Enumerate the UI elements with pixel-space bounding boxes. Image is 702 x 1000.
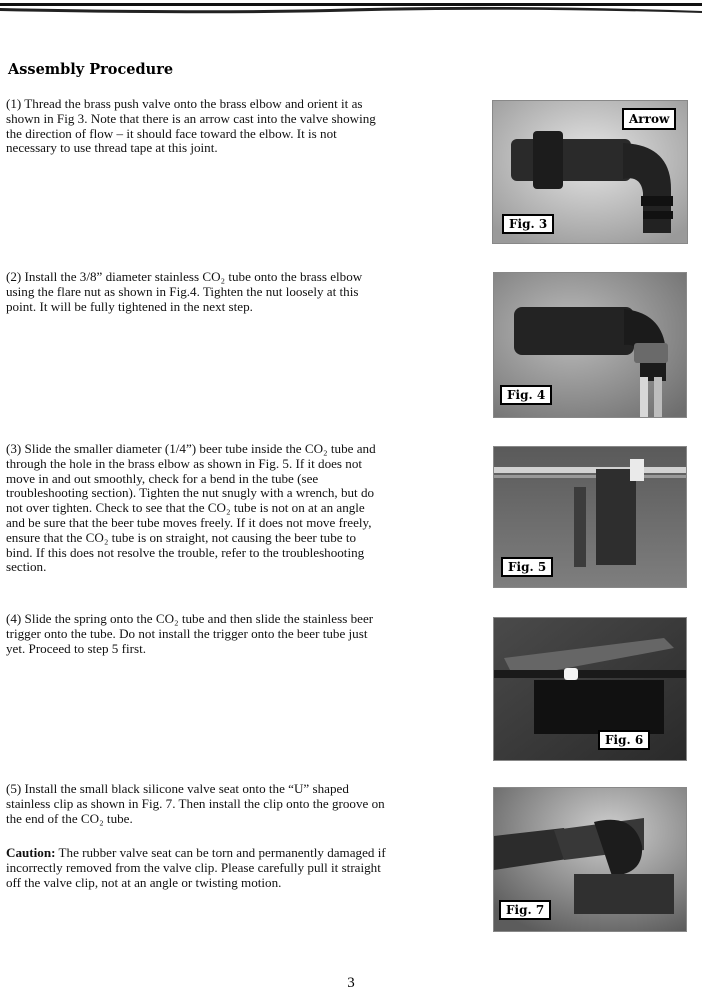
header-rule [0, 0, 702, 16]
caution-body: The rubber valve seat can be torn and permanently damaged if incorrectly removed from the valve clip. Please carefully pull it straight off the valve clip, not at an angle or twisting motion. [6, 845, 386, 890]
figure-7-label: Fig. 7 [499, 900, 551, 920]
page-heading: Assembly Procedure [8, 61, 174, 78]
figure-3-label: Fig. 3 [502, 214, 554, 234]
arrow-callout: Arrow [622, 108, 676, 130]
caution-label: Caution: [6, 845, 56, 860]
page-number: 3 [347, 975, 355, 991]
figure-6-label: Fig. 6 [598, 730, 650, 750]
figure-4-label: Fig. 4 [500, 385, 552, 405]
step-1-text: (1) Thread the brass push valve onto the brass elbow and orient it as shown in Fig 3. Note that there is an arrow cast into the valve showing the direction of flow – it should face toward the elbow. It is not necessary to use thread tape at this joint. [6, 96, 376, 156]
caution-text [6, 846, 482, 890]
step-3-text: (3) Slide the smaller diameter (1/4”) beer tube inside the CO₂ tube and through the hole in the brass elbow as shown in Fig. 5. If it does not move in and out smoothly, check for a bend in the tube (see troubleshooting section). Tighten the nut snugly with a wrench, but do not over tighten. Check to see that the CO₂ tube is not on at an angle and be sure that the beer tube moves freely. If it does not move freely, ensure that the CO₂ tube is on straight, not causing the beer tube to bind. If this does not resolve the trouble, refer to the troubleshooting section. [6, 441, 376, 575]
step-5-text: (5) Install the small black silicone valve seat onto the “U” shaped stainless clip as shown in Fig. 7. Then install the clip onto the groove on the end of the CO₂ tube. [6, 781, 385, 826]
step-4-text: (4) Slide the spring onto the CO₂ tube and then slide the stainless beer trigger onto the tube. Do not install the trigger onto the beer tube just yet. Proceed to step 5 first. [6, 611, 374, 656]
figure-5-label: Fig. 5 [501, 557, 553, 577]
figure-6-photo [493, 617, 687, 761]
step-2-text: (2) Install the 3/8” diameter stainless CO₂ tube onto the brass elbow using the flare nut as shown in Fig.4. Tighten the nut loosely at this point. It will be fully tightened in the next step. [6, 269, 363, 314]
